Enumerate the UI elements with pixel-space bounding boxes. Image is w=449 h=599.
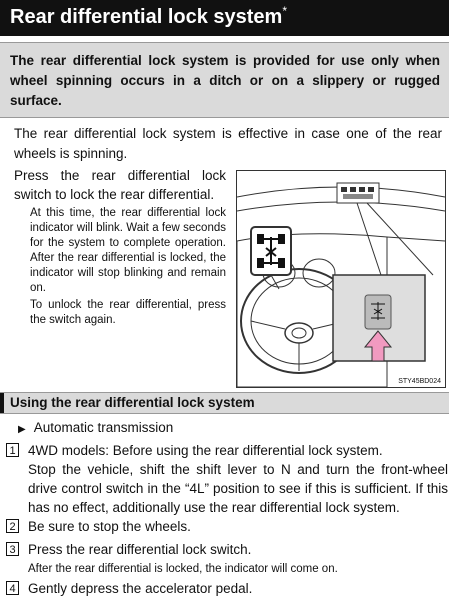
dashboard-illustration — [236, 170, 446, 388]
figure-code: STY45BD024 — [398, 378, 441, 385]
step-3-note: After the rear differential is locked, the indicator will come on. — [28, 563, 338, 575]
step-text: Be sure to stop the wheels. — [28, 519, 191, 534]
step-number: 3 — [6, 542, 19, 556]
transmission-label: Automatic transmission — [33, 420, 174, 435]
step-1-heading: 4WD models: Before using the rear differential lock system. — [28, 443, 383, 458]
section-marker — [0, 393, 4, 413]
step-text — [28, 441, 448, 517]
step-number: 1 — [6, 443, 19, 457]
step-number: 4 — [6, 581, 19, 595]
notice-box — [0, 42, 449, 118]
page-title: Rear differential lock system* — [10, 4, 288, 28]
triangle-bullet-icon: ▶ — [18, 424, 26, 435]
dashboard-drawing — [237, 171, 445, 387]
transmission-heading — [18, 420, 173, 435]
step-1-detail: Stop the vehicle, shift the shift lever to N and turn the front-wheel drive control switch in the “4L” position to see if this is sufficient. If this has no effect, additionally use the rear differential lock system. — [28, 462, 448, 515]
section-header — [0, 392, 449, 414]
intro-paragraph: The rear differential lock system is effective in case one of the rear wheels is spinning. — [14, 126, 442, 161]
step-number: 2 — [6, 519, 19, 533]
unlock-note: To unlock the rear differential, press the switch again. — [30, 299, 226, 326]
step-text: Gently depress the accelerator pedal. — [28, 581, 253, 596]
title-bar — [0, 0, 449, 36]
notice-text: The rear differential lock system is provided for use only when wheel spinning occurs in a ditch or on a slippery or rugged surface. — [10, 53, 440, 108]
indicator-note: At this time, the rear differential lock indicator will blink. Wait a few seconds for the system to complete operation. After the rear differential is locked, the indicator will stop blinking and remain on. — [30, 207, 226, 294]
section-title: Using the rear differential lock system — [10, 395, 255, 410]
press-instruction: Press the rear differential lock switch to lock the rear differential. — [14, 168, 226, 202]
step-text: Press the rear differential lock switch. — [28, 542, 252, 557]
overhead-console — [337, 183, 379, 203]
